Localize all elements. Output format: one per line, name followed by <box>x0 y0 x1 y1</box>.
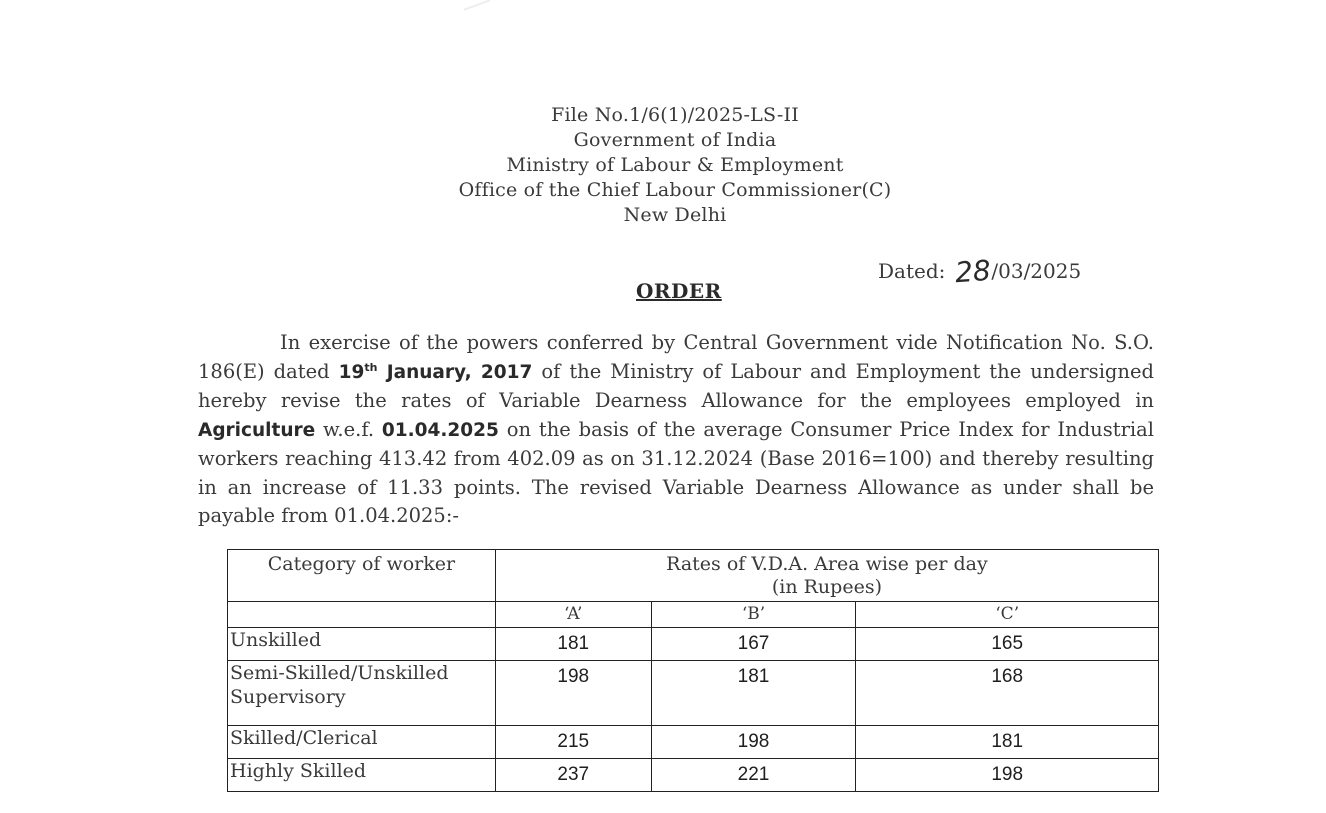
para-text-3: w.e.f. <box>315 417 382 441</box>
rate-c-cell: 165 <box>856 628 1159 661</box>
file-number: File No.1/6(1)/2025-LS-II <box>551 104 799 126</box>
rates-header: Rates of V.D.A. Area wise per day (in Rupees) <box>495 550 1158 602</box>
category-cell: Skilled/Clerical <box>228 726 496 759</box>
table-row <box>228 759 1159 792</box>
category-cell: Unskilled <box>228 628 496 661</box>
rate-a-cell: 198 <box>495 661 651 726</box>
table-row <box>228 661 1159 726</box>
dated-line <box>878 252 1082 290</box>
office-name: Office of the Chief Labour Commissioner(C) <box>458 179 892 201</box>
area-a-header: ‘A’ <box>495 602 651 628</box>
document-header <box>0 103 1326 228</box>
rate-a-cell: 181 <box>495 628 651 661</box>
category-header: Category of worker <box>228 550 496 602</box>
ministry-name: Ministry of Labour & Employment <box>506 154 844 176</box>
sector-name: Agriculture <box>198 419 316 441</box>
rates-subheader: (in Rupees) <box>771 576 882 598</box>
area-b-header: ‘B’ <box>651 602 856 628</box>
rate-a-cell: 237 <box>495 759 651 792</box>
dated-rest: /03/2025 <box>991 259 1082 283</box>
government-name: Government of India <box>573 129 777 151</box>
rate-c-cell: 168 <box>856 661 1159 726</box>
rate-c-cell: 181 <box>856 726 1159 759</box>
vda-rates-table <box>227 549 1159 792</box>
table-row <box>228 628 1159 661</box>
notification-date: 19th January, 2017 <box>338 360 533 383</box>
table-row <box>228 726 1159 759</box>
rate-b-cell: 198 <box>651 726 856 759</box>
area-c-header: ‘C’ <box>856 602 1159 628</box>
rate-a-cell: 215 <box>495 726 651 759</box>
effective-date: 01.04.2025 <box>381 419 499 441</box>
blank-header-cell <box>228 602 496 628</box>
scan-artifact <box>464 0 491 11</box>
rate-b-cell: 221 <box>651 759 856 792</box>
handwritten-day: 28 <box>953 253 992 290</box>
category-cell: Highly Skilled <box>228 759 496 792</box>
rate-b-cell: 167 <box>651 628 856 661</box>
rate-b-cell: 181 <box>651 661 856 726</box>
category-cell: Semi-Skilled/Unskilled Supervisory <box>228 661 496 726</box>
rate-c-cell: 198 <box>856 759 1159 792</box>
para-text-4: on the basis of the average Consumer Price Index for Industrial workers reaching 413.42 from 402.09 as on 31.12.2024 (Base 2016=100) and thereby resulting in an increase of 11.33 points. The revised Variable Dearness Allowance as under shall be payable from 01.04.2025:- <box>198 417 1154 527</box>
order-paragraph <box>198 329 1154 531</box>
dated-label: Dated: <box>878 259 946 283</box>
order-title: ORDER <box>636 279 722 303</box>
city-name: New Delhi <box>623 204 727 226</box>
para-text-1: In exercise of the powers conferred by Central Government vide Notification No. S.O. 186(E) dated <box>198 331 1154 383</box>
para-text-2: of the Ministry of Labour and Employment the undersigned hereby revise the rates of Variable Dearness Allowance for the employees employed in <box>198 359 1154 412</box>
